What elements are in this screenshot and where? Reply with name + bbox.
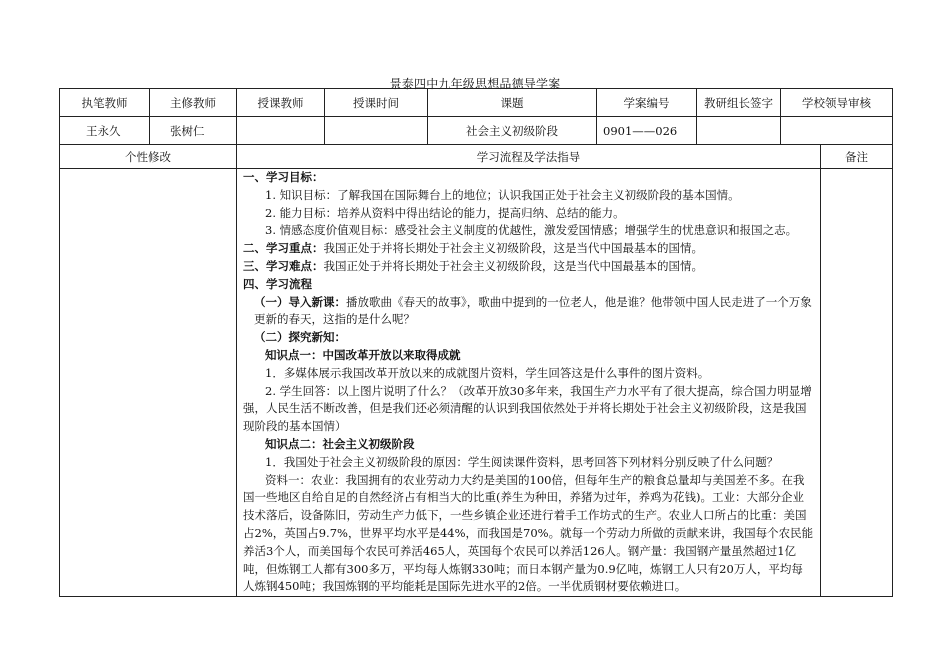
section-3-title: 三、学习难点：	[243, 258, 324, 273]
knowledge-point-2-title: 知识点二：社会主义初级阶段	[265, 436, 415, 451]
topic-cell: 社会主义初级阶段	[428, 117, 597, 145]
time-cell	[325, 117, 428, 145]
header-cell: 学校领导审核	[781, 89, 893, 117]
header-cell: 课题	[428, 89, 597, 117]
learning-content-cell	[237, 169, 821, 597]
header-cell: 学案编号	[597, 89, 697, 117]
learning-process-header: 学习流程及学法指导	[237, 145, 821, 169]
document-title: 景泰四中九年级思想品德导学案	[389, 77, 561, 91]
body-row	[60, 169, 893, 597]
header-row	[60, 89, 893, 117]
writer-cell: 王永久	[60, 117, 150, 145]
section-2-title: 二、学习重点：	[243, 241, 324, 256]
teacher-cell	[237, 117, 325, 145]
knowledge-point-1-title: 知识点一：中国改革开放以来取得成就	[265, 347, 461, 362]
remarks-cell	[821, 169, 893, 597]
objective-item: 3. 情感态度价值观目标：感受社会主义制度的优越性，激发爱国情感；增强学生的忧患意识和报国之志。	[265, 223, 798, 238]
section-3-line	[243, 258, 814, 276]
header-cell: 主修教师	[150, 89, 237, 117]
school-review-cell	[781, 117, 893, 145]
lesson-plan-table	[59, 88, 893, 597]
leader-sign-cell	[697, 117, 781, 145]
editor-cell: 张树仁	[150, 117, 237, 145]
intro-paragraph	[243, 294, 814, 330]
objective-item: 1. 知识目标：了解我国在国际舞台上的地位；认识我国正处于社会主义初级阶段的基本国情。	[265, 187, 740, 202]
section-4-title: 四、学习流程	[243, 276, 312, 291]
intro-label: （一）导入新课：	[254, 294, 346, 309]
section-header-row	[60, 145, 893, 169]
knowledge-point-1-item: 1．多媒体展示我国改革开放以来的成就图片资料，学生回答这是什么事件的图片资料。	[265, 365, 710, 380]
remarks-header: 备注	[821, 145, 893, 169]
section-2-text: 我国正处于并将长期处于社会主义初级阶段，这是当代中国最基本的国情。	[323, 241, 703, 256]
value-row	[60, 117, 893, 145]
header-cell: 授课教师	[237, 89, 325, 117]
intro-text: 播放歌曲《春天的故事》，歌曲中提到的一位老人，他是谁？他带领中国人民走进了一个万象更新的春天，这指的是什么呢？	[254, 294, 812, 327]
section-2-line	[243, 240, 814, 258]
section-3-text: 我国正处于并将长期处于社会主义初级阶段，这是当代中国最基本的国情。	[323, 258, 703, 273]
knowledge-point-2-item: 1．我国处于社会主义初级阶段的原因：学生阅读课件资料，思考回答下列材料分别反映了什么问题？	[265, 454, 779, 469]
knowledge-point-1-item: 2. 学生回答：以上图片说明了什么？（改革开放30多年来，我国生产力水平有了很大提高，综合国力明显增强，人民生活不断改善，但是我们还必须清醒的认识到我国依然处于并将长期处于社会主义初级阶段，这是我国现阶段的基本国情）	[243, 383, 812, 434]
header-cell: 执笔教师	[60, 89, 150, 117]
explore-label: （二）探究新知：	[254, 330, 346, 345]
personal-edit-header: 个性修改	[60, 145, 237, 169]
knowledge-point-2-material: 资料一：农业：我国拥有的农业劳动力大约是美国的100倍，但每年生产的粮食总量却与美国差不多。在我国一些地区自给自足的自然经济占有相当大的比重(养生为种田，养猪为过年，养鸡为花钱)。工业：大部分企业技术落后，设备陈旧，劳动生产力低下，一些乡镇企业还进行着手工作坊式的生产。农业人口所占的比重：美国占2%，英国占9.7%，世界平均水平是44%，而我国是70%。就每一个劳动力所做的贡献来讲，我国每个农民能养活3个人，而美国每个农民可养活465人，英国每个农民可以养活126人。钢产量：我国钢产量虽然超过1亿吨，但炼钢工人都有300多万，平均每人炼钢330吨；而日本钢产量为0.9亿吨，炼钢工人只有20万人，平均每人炼钢450吨；我国炼钢的平均能耗是国际先进水平的2倍。一半优质钢材要依赖进口。	[243, 472, 814, 594]
section-1-title: 一、学习目标：	[243, 170, 324, 184]
code-cell: 0901——026	[597, 117, 697, 145]
personal-edit-cell	[60, 169, 237, 597]
header-cell: 教研组长签字	[697, 89, 781, 117]
header-cell: 授课时间	[325, 89, 428, 117]
objective-item: 2. 能力目标：培养从资料中得出结论的能力，提高归纳、总结的能力。	[265, 205, 625, 220]
